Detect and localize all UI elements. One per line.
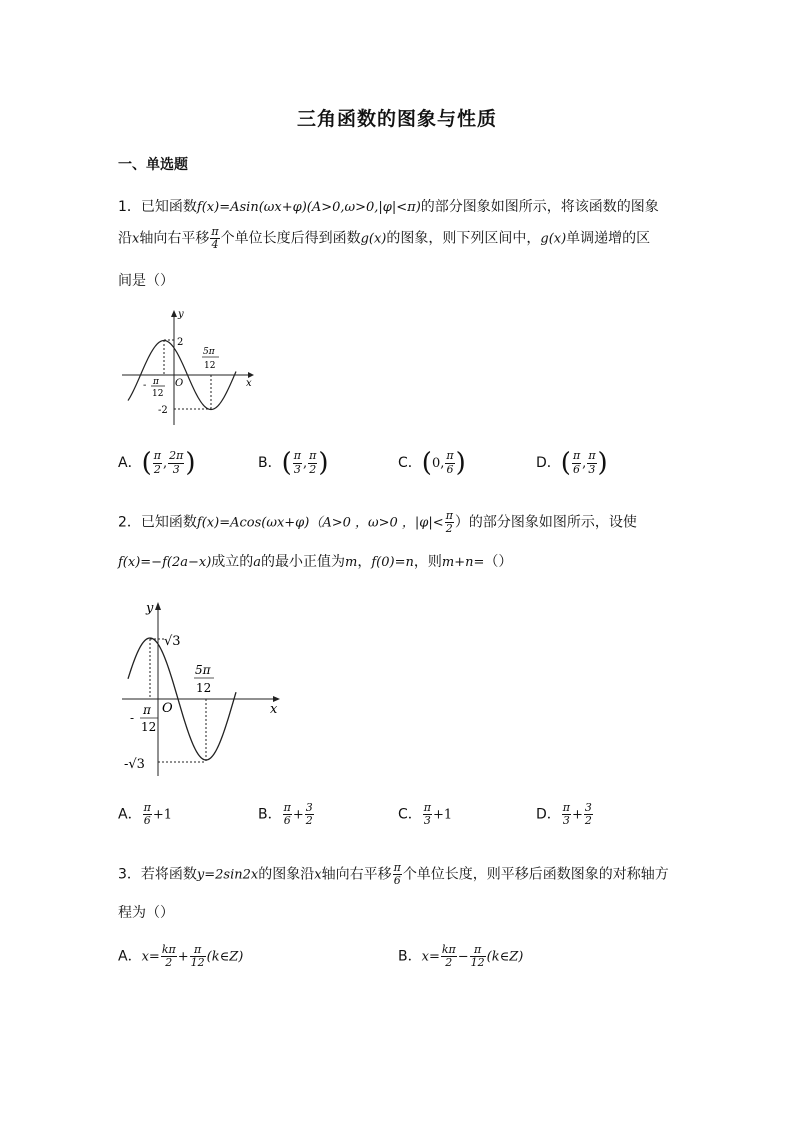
- q1-x1-num: π: [153, 377, 159, 387]
- q3-var: x: [314, 867, 322, 883]
- q3-option-b[interactable]: B．x= $\frac{k\pi}{2}$ − $\frac{\pi}{12}$ (k∈Z): [398, 943, 524, 970]
- q1-max-label: 2: [177, 337, 184, 348]
- q2-option-d[interactable]: D． $\frac{\pi}{3}$ + $\frac{3}{2}$: [536, 801, 592, 828]
- option-letter: C．: [398, 806, 422, 823]
- q2-text: （）: [484, 554, 513, 570]
- q3-option-a[interactable]: A．x= $\frac{k\pi}{2}$ + $\frac{\pi}{12}$ (k∈Z): [118, 943, 244, 970]
- q2-y-arrow: [155, 602, 161, 610]
- q1-text: 轴向右平移: [139, 230, 210, 247]
- q3-shift-fraction: $\frac{\pi}{6}$: [393, 861, 401, 888]
- q1-option-b[interactable]: B．( $\frac{\pi}{3}$ , $\frac{\pi}{2}$ ): [258, 448, 329, 478]
- q2-text: 的最小正值为: [261, 554, 346, 570]
- q2-cond-fraction: $\frac{\pi}{2}$: [445, 509, 453, 536]
- q1-min-label: -2: [158, 405, 168, 416]
- q1-shift-fraction: $\frac{\pi}{4}$: [211, 225, 219, 252]
- q1-text: 沿: [118, 230, 132, 247]
- q1-text: 1．已知函数: [118, 199, 197, 215]
- q1-g-expr: g(x): [360, 231, 387, 247]
- option-letter: A．: [118, 806, 142, 823]
- option-letter: A．: [118, 455, 142, 471]
- q2-text: ）的部分图象如图所示，设使: [454, 514, 637, 531]
- q1-g-expr: g(x): [540, 231, 567, 247]
- option-letter: A．: [118, 948, 142, 965]
- q2-graph: [118, 598, 288, 778]
- q1-x2-num: 5π: [203, 347, 215, 357]
- q2-text: 2．已知函数: [118, 514, 197, 531]
- section-heading: 一、单选题: [118, 157, 188, 173]
- q1-y-arrow: [171, 310, 177, 317]
- q1-text: 的部分图象如图所示，将该函数的图象: [420, 199, 659, 215]
- q1-option-d[interactable]: D．( $\frac{\pi}{6}$ , $\frac{\pi}{3}$ ): [536, 448, 608, 478]
- q2-option-b[interactable]: B． $\frac{\pi}{6}$ + $\frac{3}{2}$: [258, 801, 313, 828]
- q3-function-expr: y=2sin2x: [196, 867, 259, 883]
- q2-x2-den: 12: [196, 681, 212, 695]
- q2-var: a: [253, 555, 262, 570]
- q2-option-a[interactable]: A． $\frac{\pi}{6}$ +1: [118, 801, 172, 828]
- q2-x1-sign: -: [130, 711, 135, 725]
- q1-option-c[interactable]: C．(0, $\frac{\pi}{6}$ ): [398, 448, 466, 478]
- q3-line2: 程为（）: [118, 905, 174, 921]
- q2-equation: f(0)=n: [371, 555, 414, 570]
- q2-x2-num: 5π: [195, 663, 211, 677]
- q2-function-expr: f(x)=Acos(ωx+φ): [196, 515, 310, 531]
- q2-equation: m+n=: [441, 555, 485, 570]
- q2-min-label: -√3: [124, 757, 145, 772]
- q3-line1: [118, 862, 669, 887]
- q1-line1: [118, 196, 659, 216]
- q1-origin-label: O: [175, 378, 184, 389]
- q1-text: 个单位长度后得到函数: [220, 230, 361, 247]
- q2-x1-den: 12: [141, 720, 157, 734]
- q2-origin-label: O: [162, 701, 173, 716]
- q1-option-a[interactable]: A．( $\frac{\pi}{2}$ , $\frac{2\pi}{3}$ ): [118, 448, 196, 478]
- q1-line2: [118, 226, 650, 251]
- q1-text: 的图象，则下列区间中，: [386, 230, 541, 247]
- q1-x-label: x: [246, 378, 252, 389]
- q3-text: 轴向右平移: [321, 866, 392, 883]
- q1-x1-den: 12: [152, 389, 164, 399]
- page-title: 三角函数的图象与性质: [296, 108, 497, 130]
- q1-var: x: [132, 231, 140, 247]
- q3-text: 3．若将函数: [118, 866, 197, 883]
- q3-text: 的图象沿: [258, 866, 315, 883]
- q2-x-label: x: [270, 702, 278, 717]
- q2-var: m: [345, 555, 358, 570]
- option-letter: D．: [536, 806, 561, 823]
- option-letter: D．: [536, 455, 561, 471]
- q1-text: 单调递增的区: [566, 230, 651, 247]
- q2-text: ，则: [413, 554, 442, 570]
- q2-y-label: y: [146, 601, 154, 616]
- q1-function-expr: f(x)=Asin(ωx+φ)(A>0,ω>0,|φ|<π): [196, 200, 421, 215]
- option-letter: B．: [258, 455, 282, 471]
- option-letter: C．: [398, 455, 422, 471]
- q1-graph: [118, 305, 258, 430]
- option-letter: B．: [398, 948, 422, 965]
- q2-text: 成立的: [211, 554, 254, 570]
- q2-condition: （A>0 ，ω>0 ，|φ|<: [309, 515, 444, 531]
- q2-text: ，: [357, 554, 372, 570]
- q1-line3: 间是（）: [118, 273, 174, 289]
- q2-line1: [118, 510, 637, 535]
- q2-x1-num: π: [143, 703, 151, 717]
- q3-text: 个单位长度，则平移后函数图象的对称轴方: [402, 866, 669, 883]
- q2-line2: [118, 551, 512, 571]
- q1-x1-sign: -: [143, 380, 147, 391]
- q1-y-label: y: [178, 309, 184, 320]
- q2-max-label: √3: [164, 634, 181, 649]
- option-letter: B．: [258, 806, 282, 823]
- q2-equation: f(x)=−f(2a−x): [118, 555, 212, 570]
- q1-x2-den: 12: [204, 361, 216, 371]
- q2-option-c[interactable]: C． $\frac{\pi}{3}$ +1: [398, 801, 453, 828]
